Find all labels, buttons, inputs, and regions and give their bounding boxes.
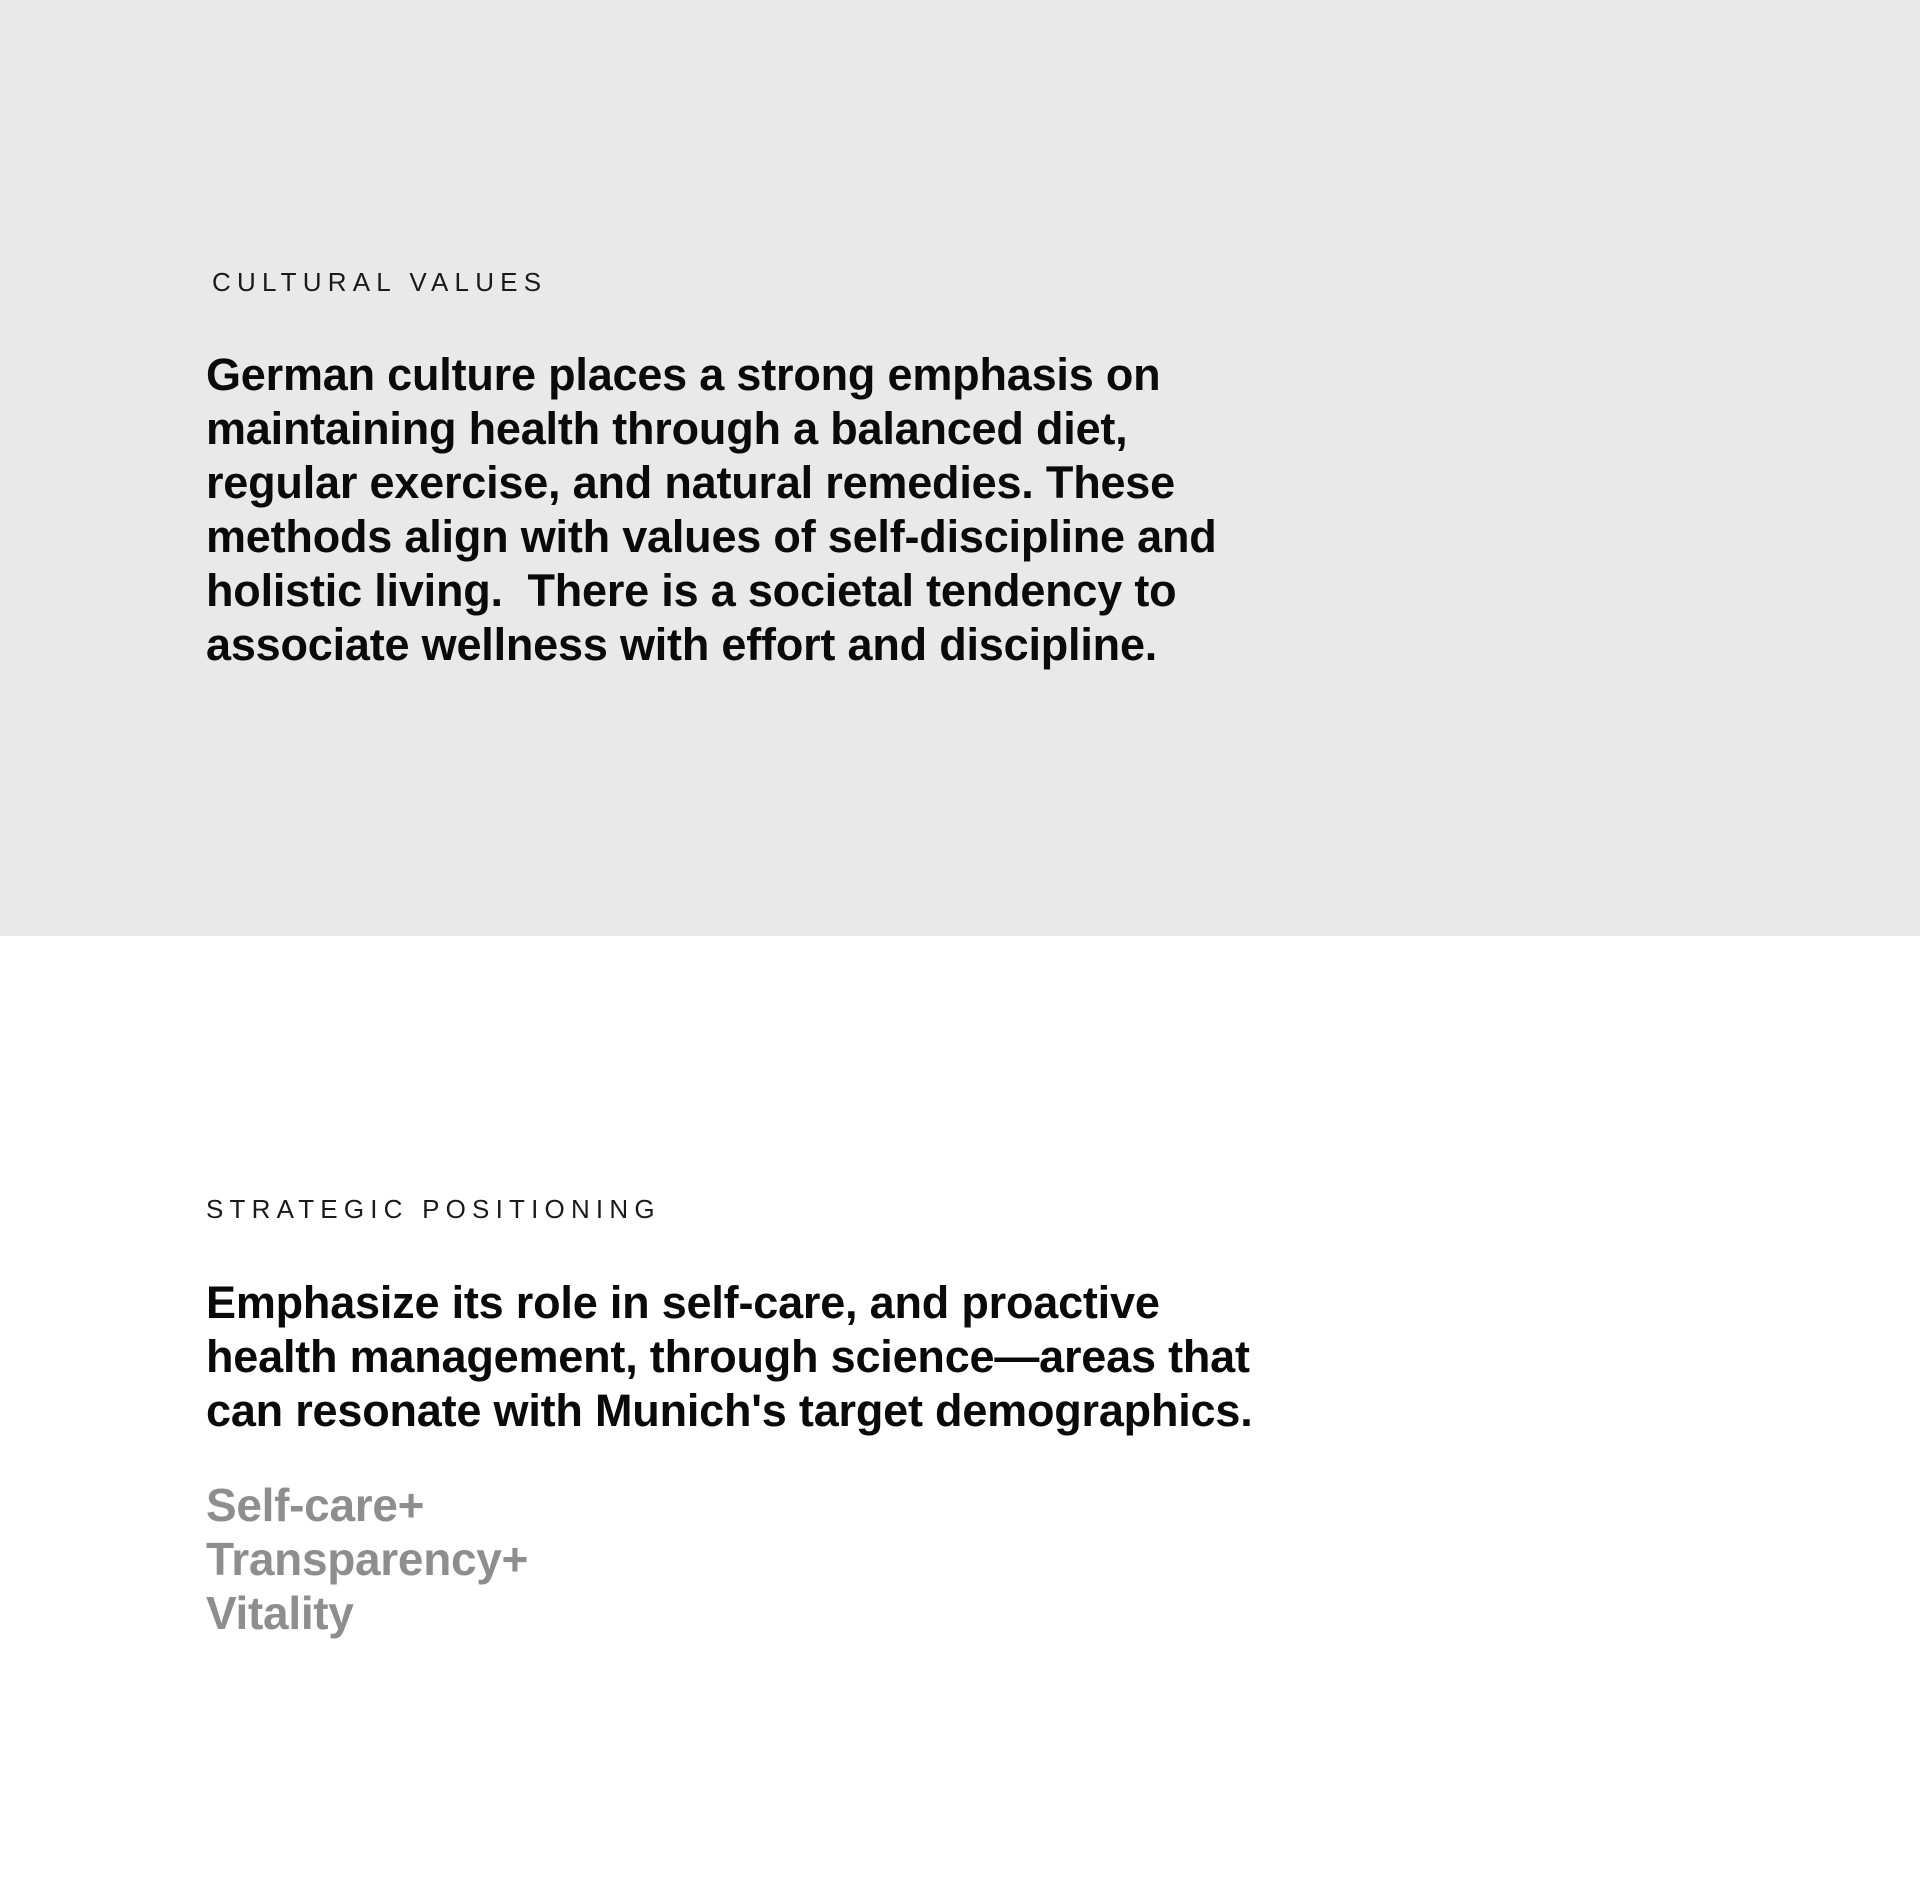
paragraph-line: methods align with values of self-discipline and: [206, 511, 1217, 562]
cultural-values-paragraph: [206, 348, 1336, 672]
paragraph-line: Emphasize its role in self-care, and proactive: [206, 1277, 1160, 1328]
paragraph-line: associate wellness with effort and discipline.: [206, 619, 1158, 670]
positioning-pillars-list: [206, 1478, 528, 1640]
pillar-transparency: Transparency+: [206, 1533, 529, 1585]
strategic-positioning-eyebrow: STRATEGIC POSITIONING: [206, 1194, 661, 1224]
cultural-values-eyebrow: CULTURAL VALUES: [212, 267, 548, 297]
paragraph-line: maintaining health through a balanced diet,: [206, 403, 1128, 454]
pillar-self-care: Self-care+: [206, 1479, 425, 1531]
paragraph-line: health management, through science—areas that: [206, 1331, 1250, 1382]
paragraph-line: regular exercise, and natural remedies. These: [206, 457, 1175, 508]
paragraph-line: holistic living. There is a societal tendency to: [206, 565, 1177, 616]
cultural-values-section: [0, 0, 1920, 936]
paragraph-line: German culture places a strong emphasis on: [206, 349, 1161, 400]
pillar-vitality: Vitality: [206, 1587, 354, 1639]
strategic-positioning-paragraph: [206, 1276, 1356, 1438]
paragraph-line: can resonate with Munich's target demographics.: [206, 1385, 1253, 1436]
